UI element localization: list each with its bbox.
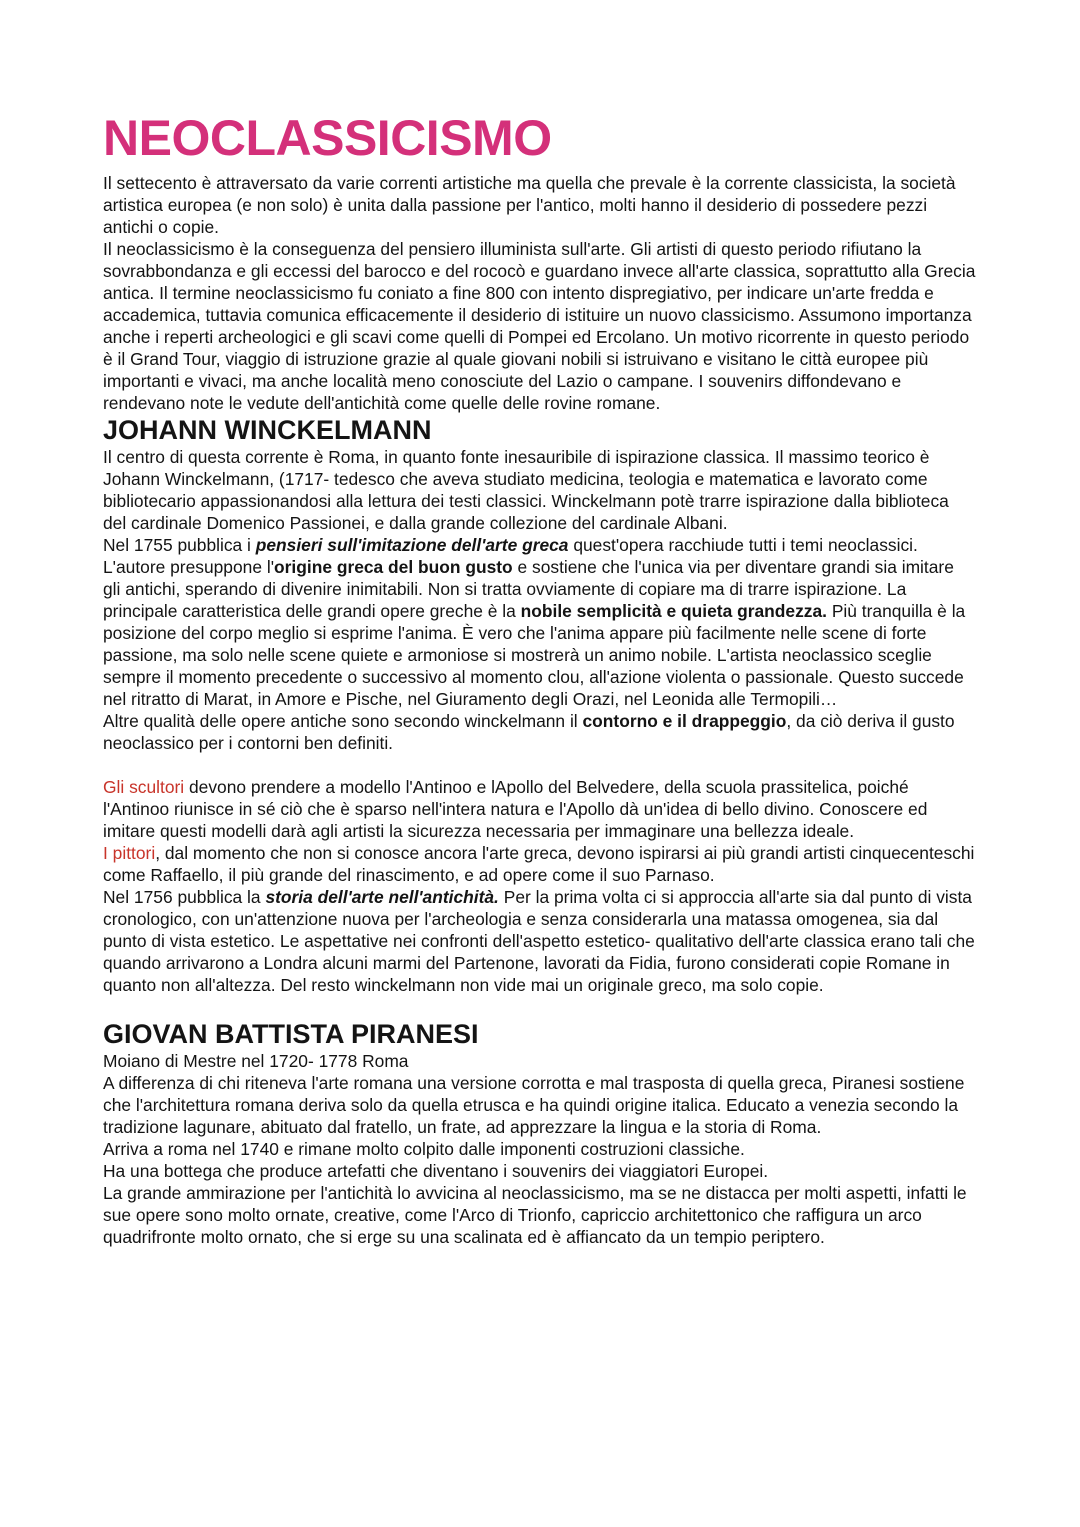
- page-title: NEOCLASSICISMO: [103, 110, 552, 166]
- piranesi-dates: Moiano di Mestre nel 1720- 1778 Roma: [103, 1051, 409, 1071]
- paragraph-spacer: [103, 996, 976, 1018]
- sculptors-paragraph: [103, 776, 976, 842]
- text-run: Nel 1756 pubblica la: [103, 887, 266, 907]
- intro-paragraph-1: Il settecento è attraversato da varie correnti artistiche ma quella che prevale è la corrente classicista, la società artistica europea (e non solo) è unita dalla passione per l'antico, molti hanno il desiderio di possedere pezzi antichi o copie.: [103, 173, 956, 237]
- text-run: Per la prima volta ci si approccia all'arte sia dal punto di vista cronologico, con un'attenzione nuova per l'archeologia e senza considerarla una matassa omogenea, sia dal punto di vista estetico. Le aspettative nei confronti dell'aspetto estetico- qualitativo dell'arte classica erano tali che quando arrivarono a Londra alcuni marmi del Partenone, lavorati da Fidia, furono considerati copie Romane in quanto non all'altezza. Del resto winckelmann non vide mai un originale greco, ma solo copie.: [103, 887, 975, 995]
- piranesi-paragraph-1: A differenza di chi riteneva l'arte romana una versione corrotta e mal trasposta di quella greca, Piranesi sostiene che l'architettura romana deriva solo da quella etrusca e ha quindi origine italica. Educato a venezia secondo la tradizione lagunare, abituato dal fratello, un frate, ad apprezzare la lingua e la storia di Roma.: [103, 1073, 965, 1137]
- text-run: Più tranquilla è la posizione del corpo meglio si esprime l'anima. È vero che l'anima appare più facilmente nelle scene di forte passione, ma solo nelle scene quiete e armoniose si mostrerà un animo nobile. L'artista neoclassico sceglie sempre il momento precedente o successivo al momento clou, all'azione violenta o passionale. Questo succede nel ritratto di Marat, in Amore e Pische, nel Giuramento degli Orazi, nel Leonida alle Termopili…: [103, 601, 966, 709]
- section-heading-piranesi: GIOVAN BATTISTA PIRANESI: [103, 1019, 479, 1049]
- intro-paragraph-2: Il neoclassicismo è la conseguenza del pensiero illuminista sull'arte. Gli artisti di questo periodo rifiutano la sovrabbondanza e gli eccessi del barocco e del rococò e guardano invece all'arte classica, soprattutto alla Grecia antica. Il termine neoclassicismo fu coniato a fine 800 con intento dispregiativo, per indicare un'arte fredda e accademica, tuttavia comunica efficacemente il desiderio di istituire un nuovo classicismo. Assumono importanza anche i reperti archeologici e gli scavi come quelli di Pompei ed Ercolano. Un motivo ricorrente in questo periodo è il Grand Tour, viaggio di istruzione grazie al quale giovani nobili si istruivano e visitano le città europee più importanti e vivaci, ma anche località meno conosciute del Lazio o campane. I souvenirs diffondevano e rendevano note le vedute dell'antichità come quelle delle rovine romane.: [103, 239, 976, 413]
- text-run: , da ciò deriva il gusto neoclassico per i contorni ben definiti.: [103, 711, 955, 753]
- text-run: quest'opera racchiude tutti i temi neoclassici. L'autore presuppone l': [103, 535, 918, 577]
- text-run: , dal momento che non si conosce ancora l'arte greca, devono ispirarsi ai più grandi artisti cinquecenteschi come Raffaello, il più grande del rinascimento, e ad opere come il suo Parnaso.: [103, 843, 975, 885]
- work-title-pensieri: pensieri sull'imitazione dell'arte greca: [255, 535, 569, 555]
- painters-label: I pittori: [103, 843, 156, 863]
- winckelmann-paragraph-2: [103, 534, 976, 710]
- paragraph-spacer: [103, 754, 976, 776]
- winckelmann-paragraph-1: Il centro di questa corrente è Roma, in quanto fonte inesauribile di ispirazione classica. Il massimo teorico è Johann Winckelmann, (1717- tedesco che aveva studiato medicina, teologia e matematica e lavorato come bibliotecario appassionandosi alla lettura dei testi classici. Winckelmann potè trarre ispirazione dalla biblioteca del cardinale Domenico Passionei, e dalla grande collezione del cardinale Albani.: [103, 447, 949, 533]
- text-run: Altre qualità delle opere antiche sono secondo winckelmann il: [103, 711, 583, 731]
- piranesi-paragraph-2: Arriva a roma nel 1740 e rimane molto colpito dalle imponenti costruzioni classiche.: [103, 1139, 745, 1159]
- sculptors-label: Gli scultori: [103, 777, 185, 797]
- winckelmann-paragraph-3: [103, 710, 976, 754]
- piranesi-paragraph-3: Ha una bottega che produce artefatti che diventano i souvenirs dei viaggiatori Europei.: [103, 1161, 769, 1181]
- key-concept-contorno: contorno e il drappeggio: [582, 711, 787, 731]
- winckelmann-paragraph-5: [103, 886, 976, 996]
- text-run: e sostiene che l'unica via per diventare grandi sia imitare gli antichi, sperando di divenire inimitabili. Non si tratta ovviamente di copiare ma di trarre ispirazione. La principale caratteristica delle grandi opere greche è la: [103, 557, 954, 621]
- section-heading-winckelmann: JOHANN WINCKELMANN: [103, 415, 432, 445]
- key-concept-nobile-semplicita: nobile semplicità e quieta grandezza.: [520, 601, 827, 621]
- piranesi-paragraph-4: La grande ammirazione per l'antichità lo avvicina al neoclassicismo, ma se ne distacca per molti aspetti, infatti le sue opere sono molto ornate, creative, come l'Arco di Trionfo, capriccio architettonico che raffigura un arco quadrifronte molto ornato, che si erge su una scalinata ed è affiancato da un tempio periptero.: [103, 1183, 967, 1247]
- key-concept-buon-gusto: origine greca del buon gusto: [274, 557, 513, 577]
- painters-paragraph: [103, 842, 976, 886]
- text-run: Nel 1755 pubblica i: [103, 535, 256, 555]
- work-title-storia: storia dell'arte nell'antichità.: [265, 887, 499, 907]
- text-run: devono prendere a modello l'Antinoo e lApollo del Belvedere, della scuola prassitelica, poiché l'Antinoo riunisce in sé ciò che è sparso nell'intera natura e l'Apollo dà un'idea di bello divino. Conoscere ed imitare questi modelli darà agli artisti la sicurezza necessaria per immaginare una bellezza ideale.: [103, 777, 928, 841]
